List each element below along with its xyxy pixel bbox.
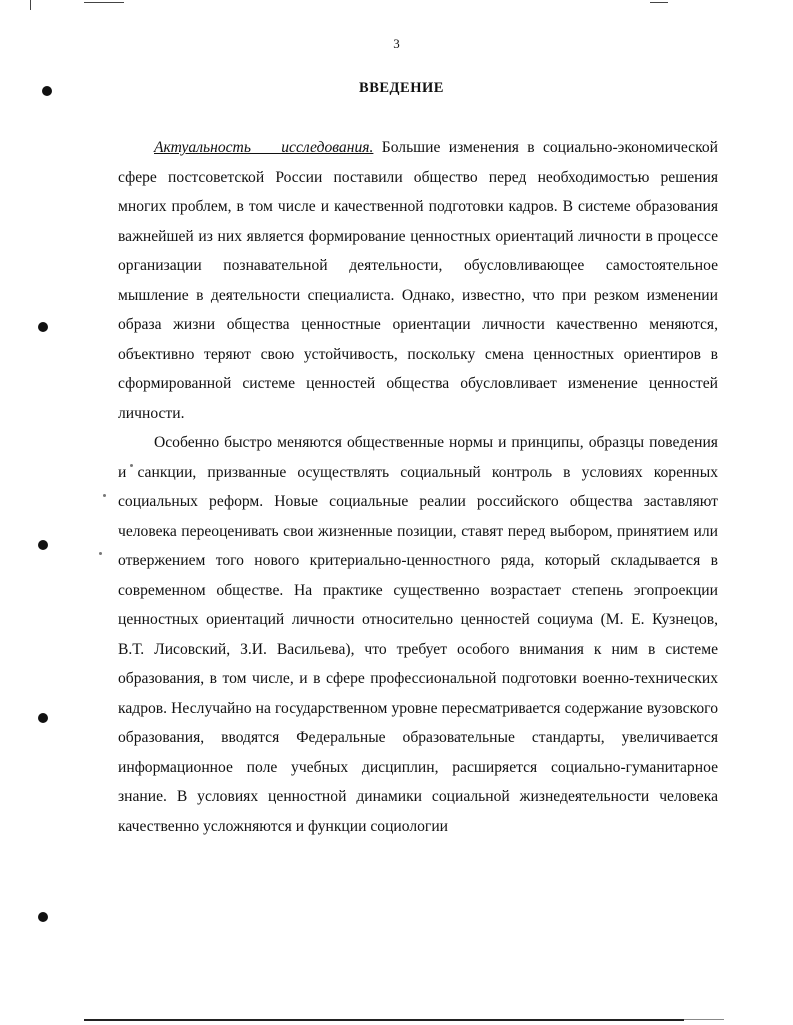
bottom-edge-rule bbox=[84, 1019, 684, 1021]
punch-hole bbox=[38, 912, 48, 922]
scan-edge-line-right bbox=[650, 2, 668, 3]
punch-hole bbox=[38, 322, 48, 332]
paragraph-text: Особенно быстро меняются общественные нормы и принципы, образцы поведения и санкции, призванные осуществлять социальный контроль в условиях коренных социальных реформ. Новые социальные реалии российского общества заставляют человека переоценивать свои жизненные позиции, ставят перед выбором, принятием или отвержением того нового критериально-ценностного ряда, который складывается в современном обществе. На практике существенно возрастает степень эгопроекции ценностных ориентаций личности относительно ценностей социума (М. Е. Кузнецов, В.Т. Лисовский, З.И. Васильева), что требует особого внимания к ним в системе образования, в том числе, и в сфере профессиональной подготовки военно-технических кадров. Неслучайно на государственном уровне пересматривается содержание вузовского образования, вводятся Федеральные образовательные стандарты, увеличивается информационное поле учебных дисциплин, расширяется социально-гуманитарное знание. В условиях ценностной динамики социальной жизнедеятельности человека качественно усложняются и функции социологии bbox=[118, 434, 718, 835]
paragraph-text: Большие изменения в социально-экономической сфере постсоветской России поставили общество перед необходимостью решения многих проблем, в том числе и качественной подготовки кадров. В системе образования важнейшей из них является формирование ценностных ориентаций личности в процессе организации познавательной деятельности, обусловливающее самостоятельное мышление в деятельности специалиста. Однако, известно, что при резком изменении образа жизни общества ценностные ориентации личности качественно меняются, объективно теряют свою устойчивость, поскольку смена ценностных ориентиров в сформированной системе ценностей общества обусловливает изменение ценностей личности. bbox=[118, 139, 718, 422]
punch-hole bbox=[38, 713, 48, 723]
paragraph-lead: Актуальность исследования. bbox=[154, 139, 374, 156]
scan-speck bbox=[99, 552, 102, 555]
paragraph bbox=[118, 428, 718, 841]
paragraph bbox=[118, 133, 718, 428]
scan-speck bbox=[103, 494, 106, 497]
page-number: 3 bbox=[393, 36, 400, 51]
scan-edge-line-left bbox=[84, 2, 124, 3]
page-title: ВВЕДЕНИЕ bbox=[359, 80, 444, 96]
bottom-edge-rule-tail bbox=[684, 1019, 724, 1020]
punch-hole bbox=[38, 540, 48, 550]
scan-edge-mark bbox=[30, 0, 31, 10]
document-body bbox=[118, 133, 718, 841]
